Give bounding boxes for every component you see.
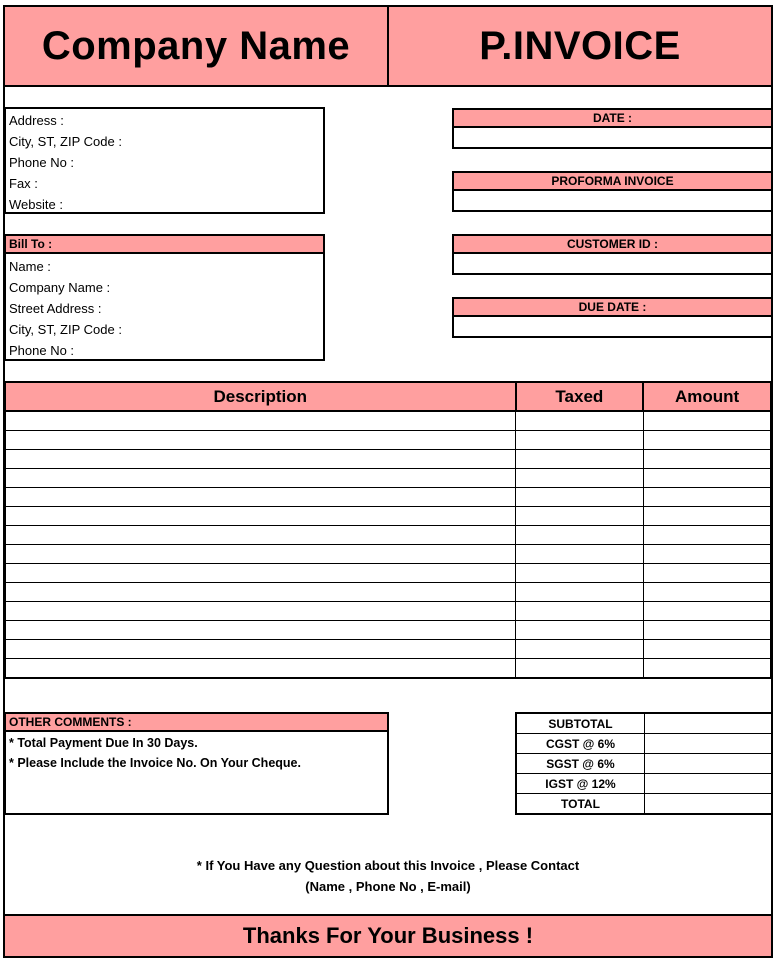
proforma-invoice-label: PROFORMA INVOICE <box>452 171 773 191</box>
amount-cell[interactable] <box>643 431 771 450</box>
thank-you-footer <box>3 914 773 958</box>
description-cell[interactable] <box>5 450 516 469</box>
sgst-value[interactable] <box>645 754 773 774</box>
taxed-cell[interactable] <box>516 488 644 507</box>
contact-line-2: (Name , Phone No , E-mail) <box>305 879 471 894</box>
description-cell[interactable] <box>5 431 516 450</box>
taxed-cell[interactable] <box>516 411 644 431</box>
taxed-header: Taxed <box>516 382 644 411</box>
taxed-cell[interactable] <box>516 526 644 545</box>
table-row <box>5 411 771 431</box>
items-body <box>5 411 771 678</box>
table-row <box>5 450 771 469</box>
amount-cell[interactable] <box>643 640 771 659</box>
due-date-label: DUE DATE : <box>452 297 773 317</box>
comment-line-2: * Please Include the Invoice No. On Your Cheque. <box>9 756 301 770</box>
table-row <box>5 564 771 583</box>
other-comments-label: OTHER COMMENTS : <box>4 712 389 732</box>
taxed-cell[interactable] <box>516 621 644 640</box>
subtotal-row <box>516 713 772 734</box>
taxed-cell[interactable] <box>516 659 644 679</box>
customer-id-field[interactable] <box>452 254 773 275</box>
table-row <box>5 431 771 450</box>
description-cell[interactable] <box>5 564 516 583</box>
description-cell[interactable] <box>5 602 516 621</box>
date-field[interactable] <box>452 128 773 149</box>
company-info-box <box>4 107 325 214</box>
amount-cell[interactable] <box>643 621 771 640</box>
taxed-cell[interactable] <box>516 450 644 469</box>
amount-cell[interactable] <box>643 602 771 621</box>
amount-cell[interactable] <box>643 545 771 564</box>
items-table <box>4 381 772 679</box>
taxed-cell[interactable] <box>516 431 644 450</box>
bill-to-company[interactable]: Company Name : <box>9 280 111 295</box>
amount-cell[interactable] <box>643 488 771 507</box>
total-label: TOTAL <box>516 794 645 815</box>
description-cell[interactable] <box>5 583 516 602</box>
igst-label: IGST @ 12% <box>516 774 645 794</box>
taxed-cell[interactable] <box>516 640 644 659</box>
bill-to-name[interactable]: Name : <box>9 259 51 274</box>
invoice-title-header <box>387 5 773 87</box>
comment-line-1: * Total Payment Due In 30 Days. <box>9 736 198 750</box>
table-row <box>5 545 771 564</box>
cgst-value[interactable] <box>645 734 773 754</box>
customer-id-label: CUSTOMER ID : <box>452 234 773 254</box>
taxed-cell[interactable] <box>516 583 644 602</box>
taxed-cell[interactable] <box>516 469 644 488</box>
total-value[interactable] <box>645 794 773 815</box>
table-row <box>5 602 771 621</box>
amount-cell[interactable] <box>643 583 771 602</box>
proforma-invoice-field[interactable] <box>452 191 773 212</box>
other-comments-box[interactable] <box>4 732 389 815</box>
subtotal-value[interactable] <box>645 713 773 734</box>
table-row <box>5 621 771 640</box>
contact-note <box>4 855 772 897</box>
amount-cell[interactable] <box>643 507 771 526</box>
taxed-cell[interactable] <box>516 507 644 526</box>
items-header-row <box>5 382 771 411</box>
subtotal-label: SUBTOTAL <box>516 713 645 734</box>
bill-to-label: Bill To : <box>4 234 325 254</box>
description-cell[interactable] <box>5 659 516 679</box>
amount-cell[interactable] <box>643 411 771 431</box>
bill-to-city[interactable]: City, ST, ZIP Code : <box>9 322 122 337</box>
table-row <box>5 469 771 488</box>
description-header: Description <box>5 382 516 411</box>
phone-line[interactable]: Phone No : <box>9 155 75 170</box>
amount-cell[interactable] <box>643 659 771 679</box>
total-row <box>516 794 772 815</box>
sgst-label: SGST @ 6% <box>516 754 645 774</box>
amount-cell[interactable] <box>643 450 771 469</box>
city-zip-line[interactable]: City, ST, ZIP Code : <box>9 134 122 149</box>
description-cell[interactable] <box>5 640 516 659</box>
due-date-field[interactable] <box>452 317 773 338</box>
description-cell[interactable] <box>5 621 516 640</box>
company-name: Company Name <box>41 23 351 68</box>
amount-cell[interactable] <box>643 469 771 488</box>
address-line[interactable]: Address : <box>9 113 64 128</box>
invoice-title: P.INVOICE <box>479 23 681 68</box>
igst-value[interactable] <box>645 774 773 794</box>
table-row <box>5 659 771 679</box>
fax-line[interactable]: Fax : <box>9 176 38 191</box>
taxed-cell[interactable] <box>516 564 644 583</box>
table-row <box>5 507 771 526</box>
description-cell[interactable] <box>5 488 516 507</box>
company-name-header[interactable] <box>3 5 389 87</box>
table-row <box>5 583 771 602</box>
amount-cell[interactable] <box>643 526 771 545</box>
thank-you-text: Thanks For Your Business ! <box>242 923 534 948</box>
totals-table <box>515 712 773 815</box>
contact-line-1: * If You Have any Question about this Invoice , Please Contact <box>196 858 580 873</box>
description-cell[interactable] <box>5 411 516 431</box>
description-cell[interactable] <box>5 526 516 545</box>
bill-to-street[interactable]: Street Address : <box>9 301 102 316</box>
amount-cell[interactable] <box>643 564 771 583</box>
amount-header: Amount <box>643 382 771 411</box>
taxed-cell[interactable] <box>516 602 644 621</box>
taxed-cell[interactable] <box>516 545 644 564</box>
table-row <box>5 488 771 507</box>
table-row <box>5 640 771 659</box>
bill-to-box <box>4 254 325 361</box>
cgst-label: CGST @ 6% <box>516 734 645 754</box>
bill-to-phone[interactable]: Phone No : <box>9 343 75 358</box>
description-cell[interactable] <box>5 545 516 564</box>
table-row <box>5 526 771 545</box>
igst-row <box>516 774 772 794</box>
date-label: DATE : <box>452 108 773 128</box>
sgst-row <box>516 754 772 774</box>
description-cell[interactable] <box>5 507 516 526</box>
cgst-row <box>516 734 772 754</box>
description-cell[interactable] <box>5 469 516 488</box>
website-line[interactable]: Website : <box>9 197 63 212</box>
